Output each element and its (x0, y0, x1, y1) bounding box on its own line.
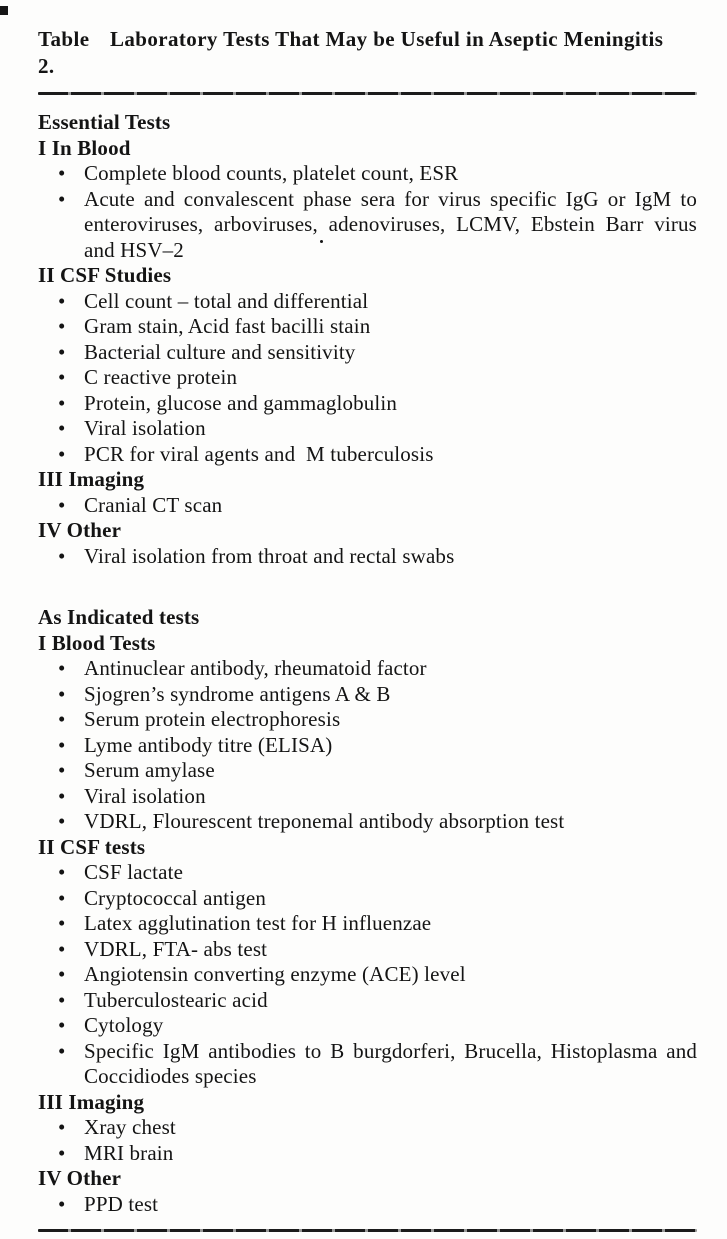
test-group (38, 1166, 697, 1217)
list-item-text: MRI brain (84, 1140, 174, 1165)
table-section (38, 110, 697, 569)
bullet-icon: • (58, 962, 66, 986)
bullet-icon: • (58, 492, 66, 517)
group-heading: IV Other (38, 518, 122, 542)
bullet-icon: • (58, 161, 66, 185)
list-item (38, 1115, 697, 1141)
list-item (38, 707, 697, 733)
test-group (38, 518, 697, 569)
bullet-icon: • (58, 441, 66, 466)
list-item-text: Antinuclear antibody, rheumatoid factor (84, 656, 427, 680)
list-item (38, 340, 697, 366)
bullet-icon: • (58, 681, 66, 706)
bullet-icon: • (58, 885, 66, 910)
test-group (38, 835, 697, 1090)
bullet-icon: • (58, 365, 66, 389)
list-item (38, 161, 697, 187)
list-item (38, 314, 697, 340)
list-item-text: C reactive protein (84, 365, 238, 389)
list-item-text: Acute and convalescent phase sera for virus specific IgG or IgM to enteroviruses, arboviruses, adenoviruses, LCMV, Ebstein Barr virus and HSV–2 (84, 186, 697, 262)
list-item-text: Tuberculostearic acid (84, 987, 268, 1012)
bottom-rule (38, 1229, 697, 1232)
list-item-text: Viral isolation (84, 416, 206, 440)
section-heading: Essential Tests (38, 110, 171, 134)
list-item-text: Cranial CT scan (84, 492, 223, 517)
list-item (38, 442, 697, 468)
bullet-icon: • (58, 732, 66, 757)
list-item (38, 656, 697, 682)
bullet-icon: • (58, 416, 66, 440)
bullet-icon: • (58, 656, 66, 680)
list-item-text: Xray chest (84, 1115, 176, 1139)
table-section (38, 605, 697, 1217)
list-item-text: Serum protein electrophoresis (84, 707, 341, 731)
list-item (38, 1039, 697, 1090)
list-item-text: Cell count – total and differential (84, 288, 369, 313)
bullet-icon: • (58, 1191, 66, 1216)
list-item (38, 937, 697, 963)
table-caption (38, 26, 697, 80)
list-item-text: Lyme antibody titre (ELISA) (84, 732, 333, 757)
test-group (38, 467, 697, 518)
list-item (38, 187, 697, 264)
bullet-icon: • (58, 339, 66, 364)
list-item-text: Cryptococcal antigen (84, 885, 267, 910)
list-item-text: VDRL, Flourescent treponemal antibody absorption test (84, 809, 565, 833)
table-body (38, 110, 697, 1217)
list-item-text: Complete blood counts, platelet count, ESR (84, 161, 459, 185)
list-item (38, 416, 697, 442)
list-item (38, 1013, 697, 1039)
list-item-text: Angiotensin converting enzyme (ACE) level (84, 962, 466, 986)
list-item-text: Serum amylase (84, 758, 215, 782)
bullet-icon: • (58, 1038, 66, 1063)
list-item-text: Sjogren’s syndrome antigens A & B (84, 681, 391, 706)
group-heading: II CSF tests (38, 834, 146, 859)
bullet-icon: • (58, 543, 66, 568)
list-item (38, 784, 697, 810)
bullet-icon: • (58, 936, 66, 961)
list-item (38, 391, 697, 417)
bullet-icon: • (58, 390, 66, 415)
test-group (38, 1090, 697, 1167)
group-heading: III Imaging (38, 467, 145, 491)
top-rule (38, 92, 697, 95)
bullet-icon: • (58, 314, 66, 338)
list-item (38, 733, 697, 759)
list-item-text: CSF lactate (84, 860, 184, 884)
group-heading: IV Other (38, 1166, 122, 1190)
bullet-icon: • (58, 987, 66, 1012)
list-item (38, 962, 697, 988)
bullet-icon: • (58, 911, 66, 935)
group-heading: I In Blood (38, 135, 131, 160)
bullet-icon: • (58, 186, 66, 211)
list-item (38, 988, 697, 1014)
list-item-text: Specific IgM antibodies to B burgdorferi, Brucella, Histoplasma and Coccidiodes species (84, 1038, 697, 1088)
list-item (38, 911, 697, 937)
group-heading: II CSF Studies (38, 263, 172, 287)
list-item (38, 886, 697, 912)
bullet-icon: • (58, 783, 66, 808)
bullet-icon: • (58, 860, 66, 884)
list-item-text: VDRL, FTA- abs test (84, 936, 268, 961)
test-group (38, 631, 697, 835)
list-item-text: Viral isolation from throat and rectal swabs (84, 543, 455, 568)
list-item-text: Bacterial culture and sensitivity (84, 339, 356, 364)
list-item (38, 289, 697, 315)
list-item-text: Viral isolation (84, 783, 206, 808)
list-item (38, 682, 697, 708)
bullet-icon: • (58, 809, 66, 833)
list-item (38, 758, 697, 784)
list-item-text: Gram stain, Acid fast bacilli stain (84, 314, 371, 338)
test-group (38, 136, 697, 264)
list-item-text: Protein, glucose and gammaglobulin (84, 390, 398, 415)
list-item-text: PCR for viral agents and M tuberculosis (84, 441, 434, 466)
table-caption-title: Laboratory Tests That May be Useful in Aseptic Meningitis (110, 27, 664, 51)
list-item-text: PPD test (84, 1191, 159, 1216)
group-heading: III Imaging (38, 1089, 145, 1114)
test-group (38, 263, 697, 467)
table-caption-label: Table 2. (38, 27, 90, 78)
bullet-icon: • (58, 758, 66, 782)
list-item (38, 493, 697, 519)
list-item (38, 860, 697, 886)
list-item (38, 1141, 697, 1167)
bullet-icon: • (58, 1013, 66, 1037)
list-item (38, 544, 697, 570)
list-item (38, 365, 697, 391)
bullet-icon: • (58, 707, 66, 731)
list-item (38, 809, 697, 835)
list-item-text: Cytology (84, 1013, 164, 1037)
bullet-icon: • (58, 1115, 66, 1139)
bullet-icon: • (58, 1140, 66, 1165)
list-item-text: Latex agglutination test for H influenzae (84, 911, 432, 935)
section-heading: As Indicated tests (38, 605, 200, 629)
list-item (38, 1192, 697, 1218)
scan-artifact (0, 6, 8, 15)
bullet-icon: • (58, 288, 66, 313)
group-heading: I Blood Tests (38, 630, 156, 655)
